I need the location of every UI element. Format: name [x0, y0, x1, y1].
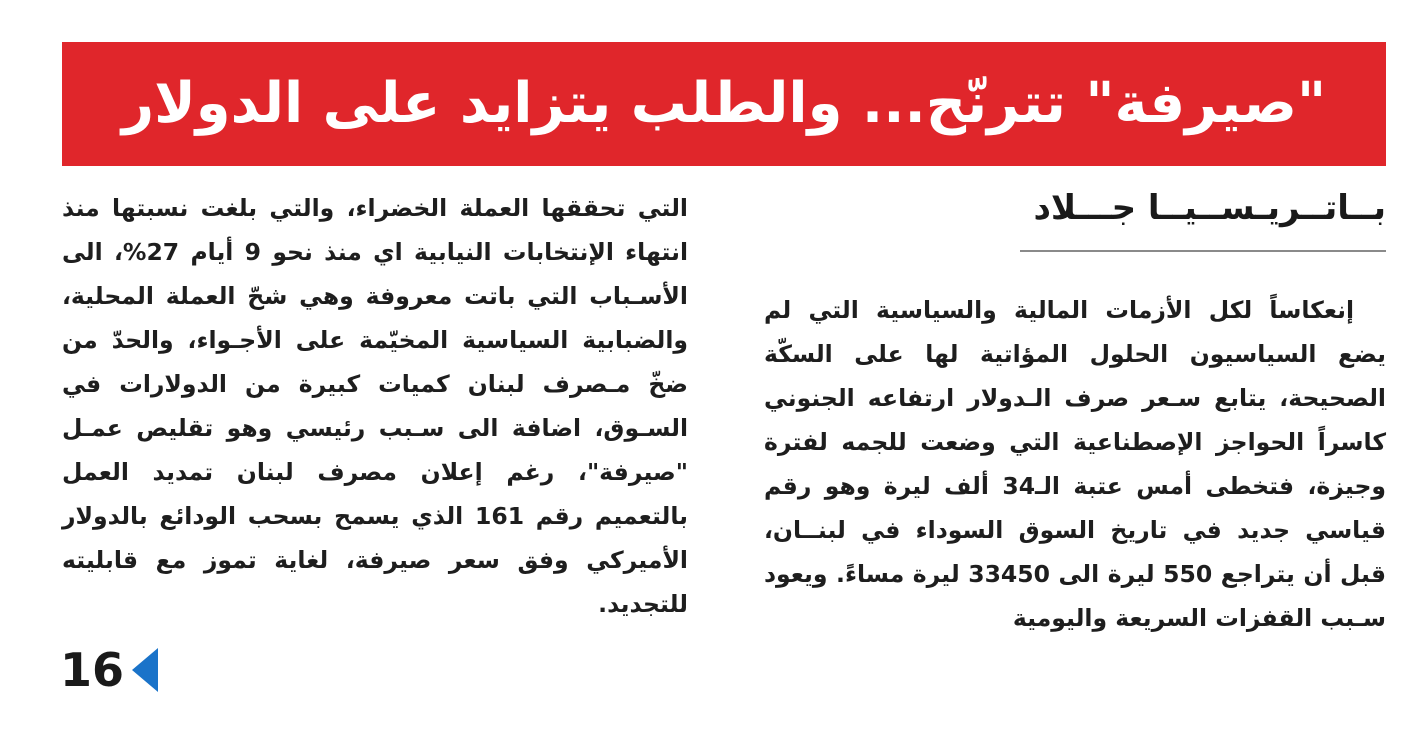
article-paragraph-right: إنعكاساً لكل الأزمات المالية والسياسية التي لم يضع السياسيون الحلول المؤاتية لها على السكّة الصحيحة، يتابع سـعر صرف الـدولار ارتفاعه الجنوني كاسراً الحواجز الإصطناعية التي وضعت للجمه لفترة وجيزة، فتخطى أمس عتبة الـ34 ألف ليرة وهو رقم قياسي جديد في تاريخ السوق السوداء في لبنــان، قبل أن يتراجع 550 ليرة الى 33450 ليرة مساءً. ويعود سـبب القفزات السريعة واليومية	[764, 296, 1386, 632]
page-marker	[60, 640, 158, 700]
article-column-left	[62, 186, 688, 626]
author-byline: بــاتــريـســيــا جـــلاد	[1033, 188, 1386, 228]
article-paragraph-left: التي تحققها العملة الخضراء، والتي بلغت نسبتها منذ انتهاء الإنتخابات النيابية اي منذ نحو 9 أيام 27%، الى الأسـباب التي باتت معروفة وهي شحّ العملة المحلية، والضبابية السياسية المخيّمة على الأجـواء، والحدّ من ضخّ مـصرف لبنان كميات كبيرة من الدولارات في السـوق، اضافة الى سـبب رئيسي وهو تقليص عمـل "صيرفة"، رغم إعلان مصرف لبنان تمديد العمل بالتعميم رقم 161 الذي يسمح بسحب الودائع بالدولار الأميركي وفق سعر صيرفة، لغاية تموز مع قابليته للتجديد.	[62, 194, 689, 618]
article-column-right	[764, 288, 1386, 640]
article-headline: "صيرفة" تترنّح... والطلب يتزايد على الدولار	[121, 71, 1327, 136]
page-number: 16	[60, 643, 125, 697]
headline-banner	[62, 42, 1386, 166]
byline-divider	[1020, 250, 1386, 252]
left-triangle-icon	[132, 648, 158, 692]
